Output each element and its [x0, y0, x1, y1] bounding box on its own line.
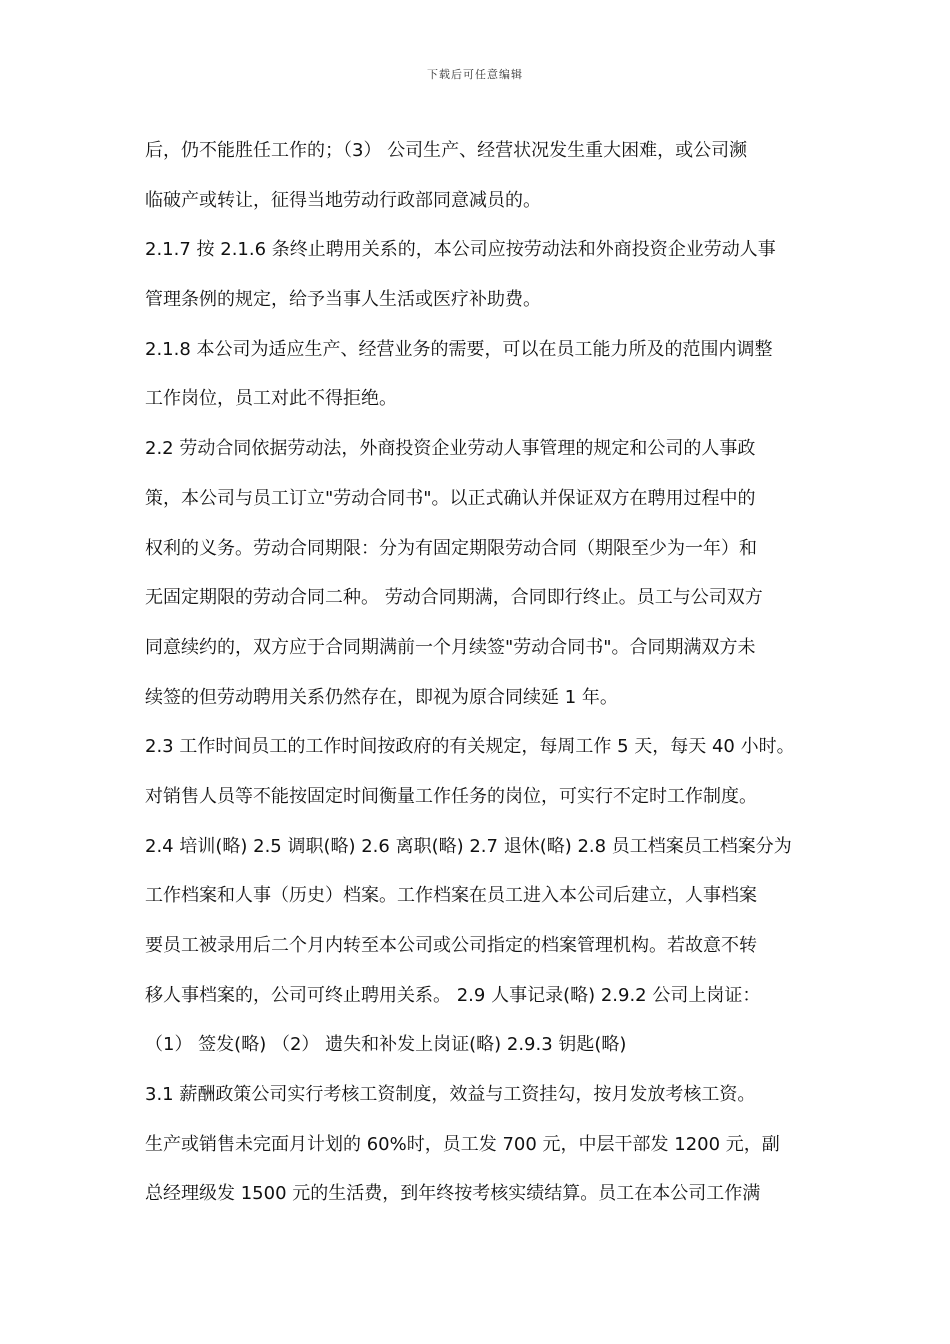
text-line: 2.1.7 按 2.1.6 条终止聘用关系的，本公司应按劳动法和外商投资企业劳动人事 [145, 239, 776, 261]
text-line: 移人事档案的，公司可终止聘用关系。 2.9 人事记录(略) 2.9.2 公司上岗证： [145, 984, 761, 1006]
text-line: 总经理级发 1500 元的生活费，到年终按考核实绩结算。员工在本公司工作满 [145, 1183, 761, 1205]
document-body [145, 128, 810, 1221]
text-line: 后，仍不能胜任工作的；（3） 公司生产、经营状况发生重大困难，或公司濒 [145, 140, 748, 161]
text-line: 生产或销售未完面月计划的 60%时，员工发 700 元，中层干部发 1200 元，副 [145, 1133, 780, 1155]
text-line: 2.1.8 本公司为适应生产、经营业务的需要，可以在员工能力所及的范围内调整 [145, 338, 773, 360]
text-line: 续签的但劳动聘用关系仍然存在，即视为原合同续延 1 年。 [145, 686, 618, 708]
text-line: 2.3 工作时间员工的工作时间按政府的有关规定，每周工作 5 天，每天 40 小时。 [145, 736, 795, 758]
text-line: 2.2 劳动合同依据劳动法，外商投资企业劳动人事管理的规定和公司的人事政 [145, 438, 756, 460]
text-line: 要员工被录用后二个月内转至本公司或公司指定的档案管理机构。若故意不转 [145, 935, 757, 956]
text-line: 临破产或转让，征得当地劳动行政部同意减员的。 [145, 189, 541, 211]
text-line: （1） 签发(略) （2） 遗失和补发上岗证(略) 2.9.3 钥匙(略) [145, 1034, 627, 1056]
text-line: 同意续约的，双方应于合同期满前一个月续签"劳动合同书"。合同期满双方未 [145, 636, 756, 658]
text-line: 工作岗位，员工对此不得拒绝。 [145, 388, 397, 410]
text-line: 管理条例的规定，给予当事人生活或医疗补助费。 [145, 289, 541, 311]
text-line: 2.4 培训(略) 2.5 调职(略) 2.6 离职(略) 2.7 退休(略) 2.8 员工档案员工档案分为 [145, 835, 792, 857]
page-header: 下载后可任意编辑 [427, 68, 523, 81]
text-line: 策，本公司与员工订立"劳动合同书"。以正式确认并保证双方在聘用过程中的 [145, 487, 756, 509]
text-line: 对销售人员等不能按固定时间衡量工作任务的岗位，可实行不定时工作制度。 [145, 785, 757, 807]
text-line: 3.1 薪酬政策公司实行考核工资制度，效益与工资挂勾，按月发放考核工资。 [145, 1084, 756, 1106]
text-line: 工作档案和人事（历史）档案。工作档案在员工进入本公司后建立，人事档案 [145, 885, 757, 907]
text-line: 权利的义务。劳动合同期限：分为有固定期限劳动合同（期限至少为一年）和 [145, 537, 757, 559]
text-line: 无固定期限的劳动合同二种。 劳动合同期满，合同即行终止。员工与公司双方 [145, 587, 763, 609]
